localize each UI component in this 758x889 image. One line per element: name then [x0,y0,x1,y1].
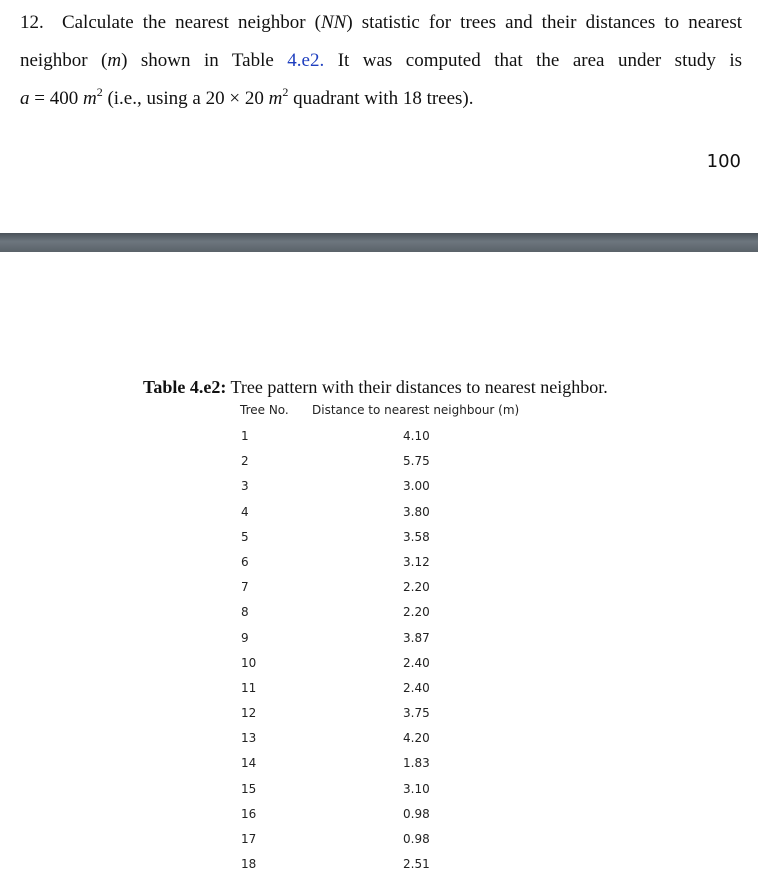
tree-number: 7 [241,580,249,595]
problem-line-1 [20,4,742,42]
tree-number: 10 [241,655,257,670]
caption-label: Table 4.e2: [143,377,227,397]
distance-value: 2.20 [403,580,430,595]
table-row [230,574,530,599]
table-body [230,423,530,876]
distance-value: 5.75 [403,454,430,469]
table-row [230,801,530,826]
table-row [230,625,530,650]
tree-number: 8 [241,605,249,620]
table-row [230,549,530,574]
problem-text: ) shown in Table [121,50,288,71]
header-distance: Distance to nearest neighbour (m) [312,403,520,417]
m-symbol: m [268,88,283,109]
superscript: 2 [282,85,289,99]
superscript: 2 [96,85,103,99]
tree-number: 17 [241,832,257,846]
problem-text: quadrant with 18 trees). [288,88,474,109]
problem-statement [20,4,742,118]
distance-value: 3.00 [403,479,430,494]
table-row [230,725,530,750]
problem-text: (i.e., using a 20 × 20 [102,88,269,109]
page-number: 100 [706,151,741,172]
distance-value: 0.98 [403,832,430,846]
table-row [230,650,530,675]
table-row [230,524,530,549]
table-row [230,423,530,448]
table-row [230,473,530,498]
distance-table [230,403,530,876]
table-row [230,700,530,725]
table-caption [143,377,608,398]
m-symbol: m [107,50,122,71]
distance-value: 2.40 [403,680,430,695]
distance-value: 2.51 [403,857,430,872]
table-row [230,826,530,851]
distance-value: 3.10 [403,781,430,796]
table-row [230,776,530,801]
distance-value: 3.80 [403,504,430,519]
caption-text: Tree pattern with their distances to nearest neighbor. [226,377,608,397]
table-row [230,851,530,876]
distance-value: 0.98 [403,806,430,821]
table-row [230,499,530,524]
distance-value: 3.12 [403,554,430,569]
tree-number: 16 [241,806,257,821]
problem-text: = 400 [29,88,83,109]
problem-text: neighbor ( [20,50,108,71]
page-divider [0,233,758,252]
nn-symbol: NN [320,12,347,33]
problem-text: It was computed that the area under study is [324,50,742,71]
distance-value: 3.75 [403,706,430,721]
problem-line-2 [20,42,742,80]
problem-text: ) statistic for trees and their distances to nearest [346,12,743,33]
tree-number: 9 [241,630,249,645]
problem-text: Calculate the nearest neighbor ( [61,12,321,33]
a-symbol: a [20,88,30,109]
tree-number: 4 [241,504,249,519]
distance-value: 4.20 [403,731,430,746]
distance-value: 3.87 [403,630,430,645]
distance-value: 4.10 [403,429,430,443]
tree-number: 2 [241,454,249,469]
tree-number: 12 [241,706,257,721]
tree-number: 3 [241,479,249,494]
distance-value: 1.83 [403,756,430,771]
tree-number: 5 [241,529,249,544]
tree-number: 1 [241,429,249,443]
distance-value: 2.20 [403,605,430,620]
table-row [230,448,530,473]
problem-line-3 [20,80,742,118]
tree-number: 6 [241,554,249,569]
tree-number: 18 [241,857,257,872]
header-tree-no: Tree No. [240,403,289,417]
problem-number: 12. [20,12,44,33]
distance-value: 2.40 [403,655,430,670]
table-row [230,750,530,775]
tree-number: 13 [241,731,257,746]
tree-number: 11 [241,680,257,695]
table-row [230,675,530,700]
tree-number: 15 [241,781,257,796]
distance-value: 3.58 [403,529,430,544]
table-reference-link[interactable]: 4.e2. [287,50,325,71]
table-row [230,599,530,624]
tree-number: 14 [241,756,257,771]
table-header [230,403,530,423]
m-symbol: m [82,88,97,109]
